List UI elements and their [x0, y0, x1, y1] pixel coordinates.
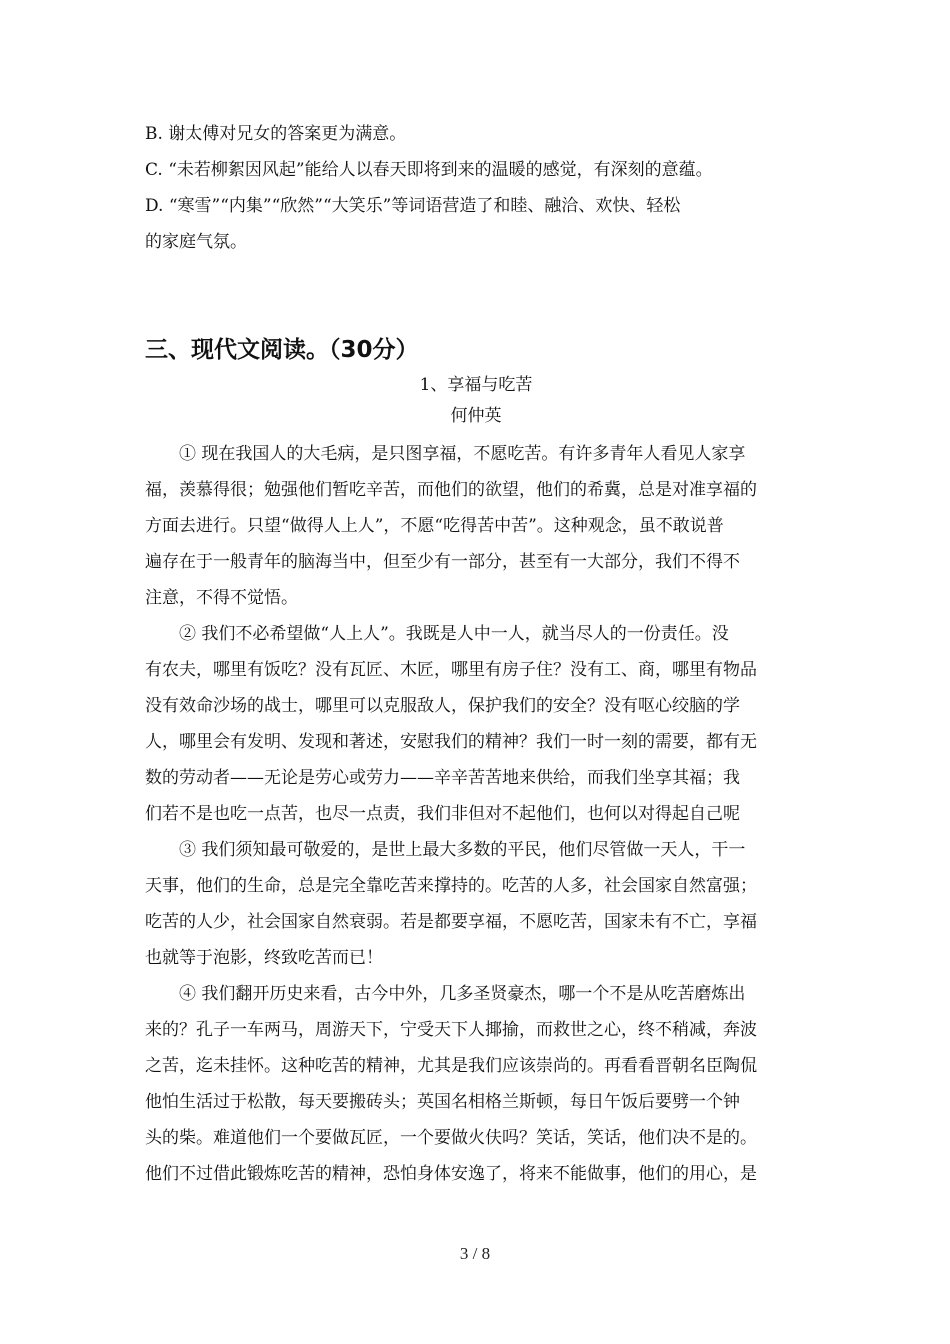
option-d-continued: 的家庭气氛。 [145, 232, 247, 252]
paragraph-4 [145, 976, 807, 1192]
paragraph-line: 天事，他们的生命，总是完全靠吃苦来撑持的。吃苦的人多，社会国家自然富强； [145, 876, 757, 896]
paragraph-line: ④ 我们翻开历史来看，古今中外，几多圣贤豪杰，哪一个不是从吃苦磨炼出 [179, 984, 746, 1004]
paragraph-2 [145, 616, 807, 832]
paragraph-line: 方面去进行。只望“做得人上人”，不愿“吃得苦中苦”。这种观念，虽不敢说普 [145, 516, 724, 536]
paragraph-line: 福，羡慕得很；勉强他们暂吃辛苦，而他们的欲望，他们的希冀，总是对准享福的 [145, 480, 757, 500]
paragraph-line: 来的？孔子一车两马，周游天下，宁受天下人揶揄，而救世之心，终不稍减，奔波 [145, 1020, 757, 1040]
option-b: B. 谢太傅对兄女的答案更为满意。 [145, 124, 407, 144]
paragraph-line: 遍存在于一般青年的脑海当中，但至少有一部分，甚至有一大部分，我们不得不 [145, 552, 740, 572]
paragraph-line: 之苦，迄未挂怀。这种吃苦的精神，尤其是我们应该崇尚的。再看看晋朝名臣陶侃 [145, 1056, 757, 1076]
page-number: 3 / 8 [459, 1244, 491, 1263]
paragraph-line: 注意，不得不觉悟。 [145, 588, 298, 608]
option-d: D. “寒雪”“内集”“欣然”“大笑乐”等词语营造了和睦、融洽、欢快、轻松 [145, 196, 681, 216]
page-content [145, 116, 807, 1192]
paragraph-line: 他怕生活过于松散，每天要搬砖头；英国名相格兰斯顿，每日午饭后要劈一个钟 [145, 1092, 740, 1112]
article-title: 1、享福与吃苦 [419, 375, 533, 395]
paragraph-1 [145, 436, 807, 616]
paragraph-line: 头的柴。难道他们一个要做瓦匠，一个要做火伕吗？笑话，笑话，他们决不是的。 [145, 1128, 757, 1148]
paragraph-line: ② 我们不必希望做“人上人”。我既是人中一人，就当尽人的一份责任。没 [179, 624, 729, 644]
section-heading: 三、现代文阅读。（30分） [145, 337, 419, 363]
paragraph-line: 没有效命沙场的战士，哪里可以克服敌人，保护我们的安全？没有呕心绞脑的学 [145, 696, 740, 716]
paragraph-line: 数的劳动者——无论是劳心或劳力——辛辛苦苦地来供给，而我们坐享其福；我 [145, 768, 740, 788]
option-c: C. “未若柳絮因风起”能给人以春天即将到来的温暖的感觉，有深刻的意蕴。 [145, 160, 713, 180]
section-spacer [145, 260, 807, 330]
article-body [145, 436, 807, 1192]
paragraph-line: ① 现在我国人的大毛病，是只图享福，不愿吃苦。有许多青年人看见人家享 [179, 444, 746, 464]
paragraph-line: 也就等于泡影，终致吃苦而已！ [145, 948, 383, 968]
answer-options [145, 116, 807, 260]
paragraph-line: ③ 我们须知最可敬爱的，是世上最大多数的平民，他们尽管做一天人，干一 [179, 840, 746, 860]
paragraph-3 [145, 832, 807, 976]
article-author: 何仲英 [450, 406, 502, 426]
paragraph-line: 们若不是也吃一点苦，也尽一点责，我们非但对不起他们，也何以对得起自己呢 [145, 804, 740, 824]
paragraph-line: 他们不过借此锻炼吃苦的精神，恐怕身体安逸了，将来不能做事，他们的用心，是 [145, 1164, 757, 1184]
paragraph-line: 吃苦的人少，社会国家自然衰弱。若是都要享福，不愿吃苦，国家未有不亡，享福 [145, 912, 757, 932]
paragraph-line: 有农夫，哪里有饭吃？没有瓦匠、木匠，哪里有房子住？没有工、商，哪里有物品 [145, 660, 757, 680]
paragraph-line: 人，哪里会有发明、发现和著述，安慰我们的精神？我们一时一刻的需要，都有无 [145, 732, 757, 752]
